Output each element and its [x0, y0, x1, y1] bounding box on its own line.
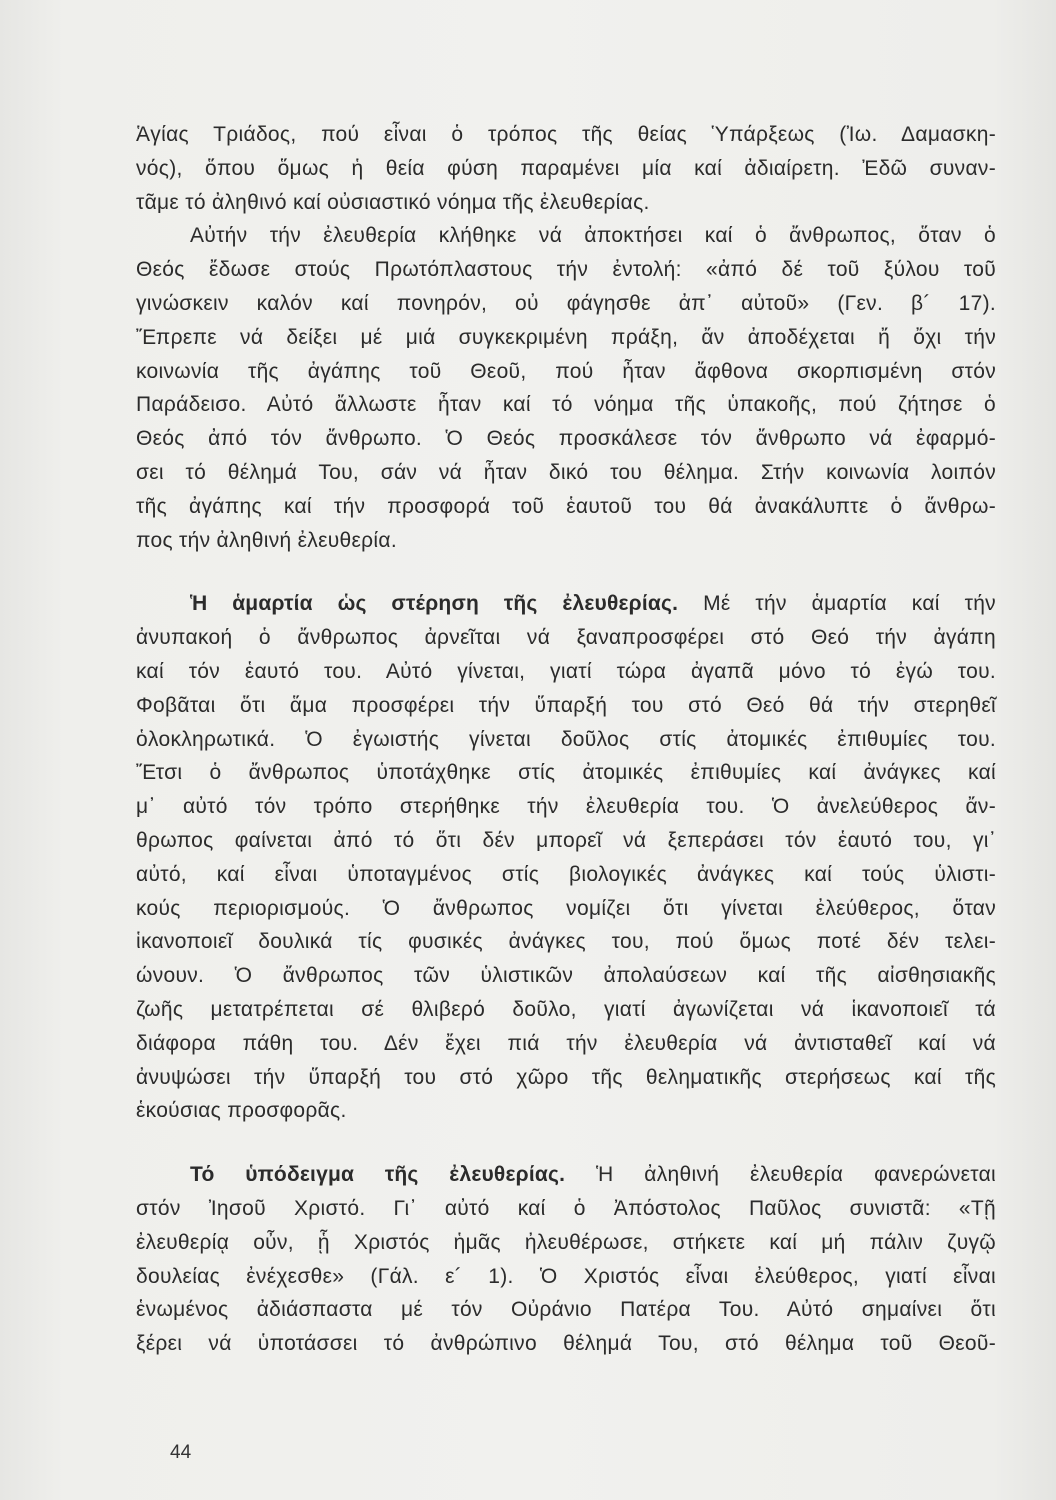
text-line: ὁλοκληρωτικά. Ὁ ἐγωιστής γίνεται δοῦλος στίς ἀτομικές ἐπιθυμίες του.: [136, 727, 996, 751]
text-line: [136, 1158, 996, 1192]
text-line: στόν Ἰησοῦ Χριστό. Γι᾽ αὐτό καί ὁ Ἀπόστολος Παῦλος συνιστᾶ: «Τῇ: [136, 1196, 996, 1220]
text-line: κούς περιορισμούς. Ὁ ἄνθρωπος νομίζει ὅτι γίνεται ἐλεύθερος, ὅταν: [136, 896, 996, 920]
text-line: [136, 587, 996, 621]
text-line: μ᾽ αὐτό τόν τρόπο στερήθηκε τήν ἐλευθερία του. Ὁ ἀνελεύθερος ἄν-: [136, 795, 996, 819]
page-number: 44: [170, 1442, 192, 1463]
text-line: Θεός ἔδωσε στούς Πρωτόπλαστους τήν ἐντολή: «ἀπό δέ τοῦ ξύλου τοῦ: [136, 258, 996, 282]
text-line: αὐτό, καί εἶναι ὑποταγμένος στίς βιολογικές ἀνάγκες καί τούς ὑλιστι-: [136, 862, 996, 886]
section-sin: [136, 587, 996, 1128]
text-line: ἀνυπακοή ὁ ἄνθρωπος ἀρνεῖται νά ξαναπροσφέρει στό Θεό τήν ἀγάπη: [136, 626, 996, 650]
text-line: νός), ὅπου ὅμως ἡ θεία φύση παραμένει μία καί ἀδιαίρετη. Ἐδῶ συναν-: [136, 156, 996, 180]
section-heading: Ἡ ἁμαρτία ὡς στέρηση τῆς ἐλευθερίας.: [190, 592, 679, 616]
text-line: καί τόν ἑαυτό του. Αὐτό γίνεται, γιατί τώρα ἀγαπᾶ μόνο τό ἐγώ του.: [136, 659, 996, 683]
text-line: Θεός ἀπό τόν ἄνθρωπο. Ὁ Θεός προσκάλεσε τόν ἄνθρωπο νά ἐφαρμό-: [136, 427, 996, 451]
text-line: Αὐτήν τήν ἐλευθερία κλήθηκε νά ἀποκτήσει καί ὁ ἄνθρωπος, ὅταν ὁ: [190, 224, 996, 248]
text-line: Φοβᾶται ὅτι ἅμα προσφέρει τήν ὕπαρξή του στό Θεό θά τήν στερηθεῖ: [136, 693, 996, 717]
paragraph: [136, 219, 996, 557]
paragraph: [136, 118, 996, 219]
text-line: ἑκούσιας προσφορᾶς.: [136, 1099, 347, 1123]
text-line: διάφορα πάθη του. Δέν ἔχει πιά τήν ἐλευθερία νά ἀντισταθεῖ καί νά: [136, 1031, 996, 1055]
text-line: κοινωνία τῆς ἀγάπης τοῦ Θεοῦ, πού ἦταν ἄφθονα σκορπισμένη στόν: [136, 359, 996, 383]
section-gap: [136, 1128, 996, 1158]
text-line: γινώσκειν καλόν καί πονηρόν, οὐ φάγησθε ἀπ᾽ αὐτοῦ» (Γεν. β´ 17).: [136, 291, 996, 315]
text-line: ἀνυψώσει τήν ὕπαρξή του στό χῶρο τῆς θεληματικῆς στερήσεως καί τῆς: [136, 1065, 996, 1089]
text-line: ξέρει νά ὑποτάσσει τό ἀνθρώπινο θέλημά Του, στό θέλημα τοῦ Θεοῦ-: [136, 1332, 996, 1356]
text-line: ἱκανοποιεῖ δουλικά τίς φυσικές ἀνάγκες του, πού ὅμως ποτέ δέν τελει-: [136, 930, 996, 954]
section-gap: [136, 557, 996, 587]
text-line: δουλείας ἐνέχεσθε» (Γάλ. ε´ 1). Ὁ Χριστός εἶναι ἐλεύθερος, γιατί εἶναι: [136, 1264, 996, 1288]
text-line: ώνουν. Ὁ ἄνθρωπος τῶν ὑλιστικῶν ἀπολαύσεων καί τῆς αἰσθησιακῆς: [136, 964, 996, 988]
text-line: πος τήν ἀληθινή ἐλευθερία.: [136, 528, 397, 552]
text-line: ἐλευθερίᾳ οὖν, ᾗ Χριστός ἡμᾶς ἠλευθέρωσε, στήκετε καί μή πάλιν ζυγῷ: [136, 1230, 996, 1254]
page-text: [136, 118, 996, 1361]
text-run: Ἡ ἀληθινή ἐλευθερία φανερώνεται: [595, 1163, 996, 1187]
text-line: Ἁγίας Τριάδος, πού εἶναι ὁ τρόπος τῆς θείας Ὑπάρξεως (Ἰω. Δαμασκη-: [136, 123, 996, 146]
text-run: Μέ τήν ἁμαρτία καί τήν: [703, 592, 996, 616]
text-line: σει τό θέλημά Του, σάν νά ἦταν δικό του θέλημα. Στήν κοινωνία λοιπόν: [136, 460, 996, 484]
text-line: Ἔπρεπε νά δείξει μέ μιά συγκεκριμένη πράξη, ἄν ἀποδέχεται ἤ ὄχι τήν: [136, 325, 996, 349]
text-line: τᾶμε τό ἀληθινό καί οὐσιαστικό νόημα τῆς ἐλευθερίας.: [136, 190, 650, 214]
text-line: Παράδεισο. Αὐτό ἄλλωστε ἦταν καί τό νόημα τῆς ὑπακοῆς, πού ζήτησε ὁ: [136, 393, 996, 417]
text-line: ἑνωμένος ἀδιάσπαστα μέ τόν Οὐράνιο Πατέρα Του. Αὐτό σημαίνει ὅτι: [136, 1298, 996, 1322]
text-line: Ἔτσι ὁ ἄνθρωπος ὑποτάχθηκε στίς ἀτομικές ἐπιθυμίες καί ἀνάγκες καί: [136, 761, 996, 785]
text-line: θρωπος φαίνεται ἀπό τό ὅτι δέν μπορεῖ νά ξεπεράσει τόν ἑαυτό του, γι᾽: [136, 828, 996, 852]
section-example: [136, 1158, 996, 1361]
text-line: τῆς ἀγάπης καί τήν προσφορά τοῦ ἑαυτοῦ του θά ἀνακάλυπτε ὁ ἄνθρω-: [136, 494, 996, 518]
text-line: ζωῆς μετατρέπεται σέ θλιβερό δοῦλο, γιατί ἀγωνίζεται νά ἱκανοποιεῖ τά: [136, 997, 996, 1021]
section-heading: Τό ὑπόδειγμα τῆς ἐλευθερίας.: [190, 1163, 566, 1187]
